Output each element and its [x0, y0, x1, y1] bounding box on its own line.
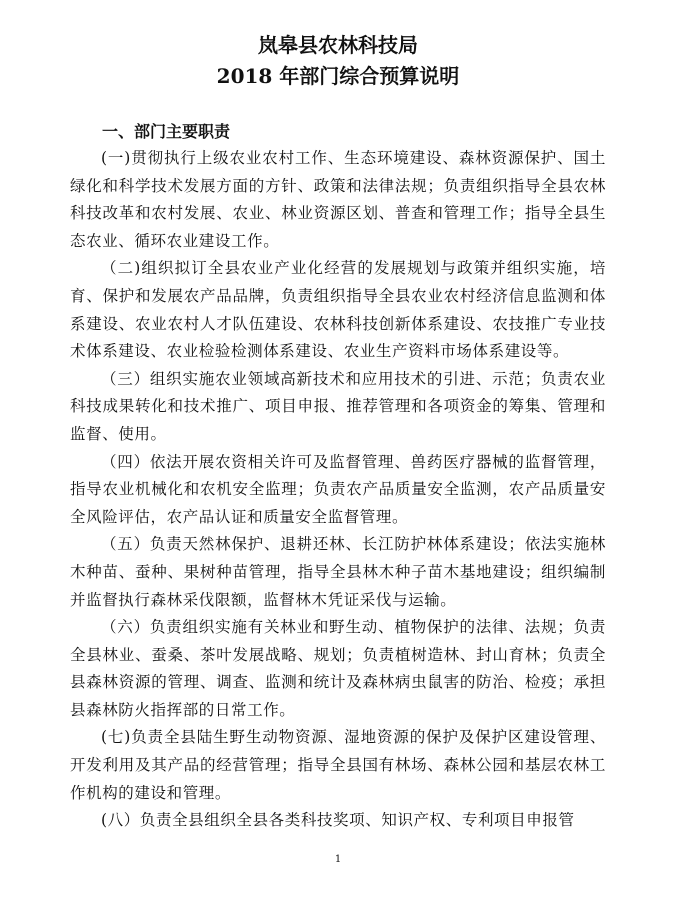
paragraph-duty-6: （六）负责组织实施有关林业和野生动、植物保护的法律、法规；负责全县林业、蚕桑、茶叶发展战略、规划；负责植树造林、封山育林；负责全县森林资源的管理、调查、监测和统计及森林病虫鼠害的防治、检疫；承担县森林防火指挥部的日常工作。	[70, 618, 606, 719]
page-number: 1	[334, 854, 342, 865]
document-title-main: 2018 年部门综合预算说明	[216, 64, 460, 88]
section-heading-duties: 一、部门主要职责	[102, 122, 231, 141]
document-title-org: 岚皋县农林科技局	[258, 33, 418, 57]
paragraph-duty-1: (一)贯彻执行上级农业农村工作、生态环境建设、森林资源保护、国土绿化和科学技术发展方面的方针、政策和法律法规；负责组织指导全县农林科技改革和农村发展、农业、林业资源区划、普查和管理工作；指导全县生态农业、循环农业建设工作。	[70, 149, 606, 250]
paragraph-duty-7: (七)负责全县陆生野生动物资源、湿地资源的保护及保护区建设管理、开发利用及其产品的经营管理；指导全县国有林场、森林公园和基层农林工作机构的建设和管理。	[70, 728, 606, 802]
title-block	[70, 30, 606, 92]
paragraph-duty-8: (八）负责全县组织全县各类科技奖项、知识产权、专利项目申报管	[101, 811, 575, 830]
paragraph-duty-2: （二)组织拟订全县农业产业化经营的发展规划与政策并组织实施，培育、保护和发展农产品品牌，负责组织指导全县农业农村经济信息监测和体系建设、农业农村人才队伍建设、农林科技创新体系建设、农技推广专业技术体系建设、农业检验检测体系建设、农业生产资料市场体系建设等。	[70, 259, 606, 361]
paragraph-duty-3: （三）组织实施农业领域高新技术和应用技术的引进、示范；负责农业科技成果转化和技术推广、项目申报、推荐管理和各项资金的筹集、管理和监督、使用。	[70, 369, 606, 443]
paragraph-duty-4: （四）依法开展农资相关许可及监督管理、兽药医疗器械的监督管理，指导农业机械化和农机安全监理；负责农产品质量安全监测，农产品质量安全风险评估，农产品认证和质量安全监督管理。	[70, 452, 606, 526]
paragraph-duty-5: （五）负责天然林保护、退耕还林、长江防护林体系建设；依法实施林木种苗、蚕种、果树种苗管理，指导全县林木种子苗木基地建设；组织编制并监督执行森林采伐限额，监督林木凭证采伐与运输。	[70, 535, 606, 609]
